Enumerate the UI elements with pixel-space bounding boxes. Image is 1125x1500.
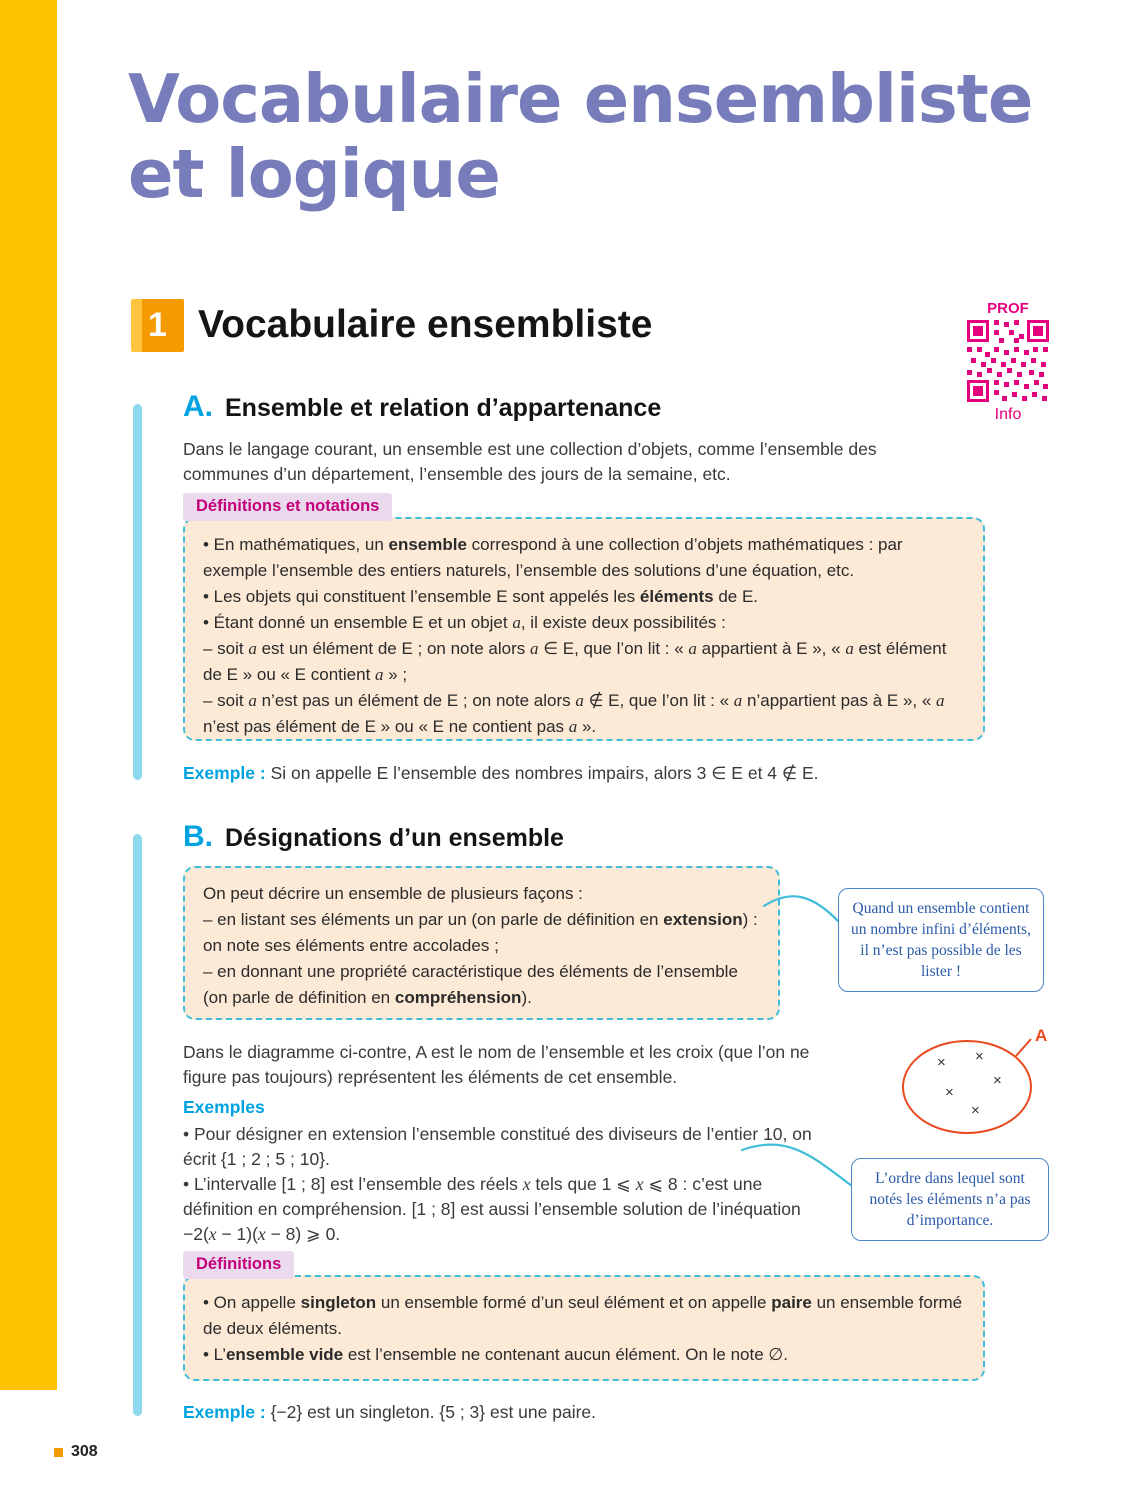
left-accent-bar [0, 0, 57, 1390]
page-title-line2: et logique [128, 135, 500, 214]
example-a-label: Exemple : [183, 763, 266, 783]
section-a-side-bar [133, 404, 142, 780]
definitions-box-c [183, 1275, 985, 1381]
note-bubble-infinite: Quand un ensemble contient un nombre infini d’éléments, il n’est pas possible de les lister ! [838, 888, 1044, 992]
note-bubble-order: L’ordre dans lequel sont notés les éléments n’a pas d’importance. [851, 1158, 1049, 1241]
page-footer [54, 1443, 98, 1461]
description-box-b [183, 866, 780, 1020]
chapter-number: 1 [148, 306, 167, 344]
example-item: • L’intervalle [1 ; 8] est l’ensemble des réels x tels que 1 ⩽ x ⩽ 8 : c’est une définition en compréhension. [1 ; 8] est aussi l’ensemble solution de l’inéquation −2(x − 1)(x − 8) ⩾ 0. [183, 1174, 801, 1244]
example-item: • Pour désigner en extension l’ensemble constitué des diviseurs de l’entier 10, on écrit {1 ; 2 ; 5 ; 10}. [183, 1124, 812, 1169]
page-title [128, 62, 1032, 212]
section-a-letter: A. [183, 390, 213, 423]
svg-text:×: × [975, 1048, 984, 1065]
example-a-text: Si on appelle E l’ensemble des nombres impairs, alors 3 ∈ E et 4 ∉ E. [270, 763, 819, 783]
definitions-box-a [183, 517, 985, 741]
definition-line: • L’ensemble vide est l’ensemble ne contenant aucun élément. On le note ∅. [203, 1345, 788, 1364]
definition-line: – soit a n’est pas un élément de E ; on note alors a ∉ E, que l’on lit : « a n’appartient pas à E », « a n’est pas élément de E » ou « E ne contient pas a ». [203, 691, 945, 736]
svg-text:×: × [993, 1072, 1002, 1089]
page-number: 308 [71, 1443, 98, 1460]
set-diagram [895, 1025, 1051, 1140]
section-b-letter: B. [183, 820, 213, 853]
chapter-number-badge [131, 299, 184, 352]
definition-line: • Étant donné un ensemble E et un objet a, il existe deux possibilités : [203, 613, 726, 632]
section-a-heading [183, 390, 661, 424]
section-b-title: Désignations d’un ensemble [225, 824, 564, 852]
example-a [183, 763, 819, 784]
footer-square-icon [54, 1448, 63, 1457]
section-b-heading [183, 820, 564, 854]
prof-label: PROF [987, 300, 1029, 317]
svg-text:×: × [971, 1102, 980, 1119]
section-b-side-bar [133, 834, 142, 1416]
examples-list [183, 1122, 828, 1247]
example-b-label: Exemple : [183, 1402, 266, 1422]
svg-text:×: × [945, 1084, 954, 1101]
section-a-intro: Dans le langage courant, un ensemble est une collection d’objets, comme l’ensemble des communes d’un département, l’ensemble des jours de la semaine, etc. [183, 439, 877, 484]
page-title-line1: Vocabulaire ensembliste [128, 60, 1033, 138]
svg-text:A: A [1035, 1026, 1048, 1045]
svg-text:×: × [937, 1054, 946, 1071]
example-b [183, 1402, 596, 1423]
definitions-badge: Définitions [183, 1251, 294, 1279]
example-b-text: {−2} est un singleton. {5 ; 3} est une paire. [270, 1402, 597, 1422]
chapter-title: Vocabulaire ensembliste [198, 303, 653, 346]
diagram-paragraph: Dans le diagramme ci-contre, A est le nom de l’ensemble et les croix (que l’on ne figure pas toujours) représentent les éléments de cet ensemble. [183, 1042, 810, 1087]
qr-code-icon [967, 320, 1049, 402]
definition-line: • En mathématiques, un ensemble correspond à une collection d’objets mathématiques : par exemple l’ensemble des entiers naturels, l’ensemble des solutions d’une équation, etc. [203, 535, 903, 580]
description-text: On peut décrire un ensemble de plusieurs façons : – en listant ses éléments un par un (on parle de définition en extension) : on note ses éléments entre accolades ; – en donnant une propriété caractéristique des éléments de l’ensemble (on parle de définition en compréhension). [203, 884, 758, 1007]
section-a-title: Ensemble et relation d’appartenance [225, 394, 662, 422]
definitions-notations-badge: Définitions et notations [183, 493, 392, 521]
definition-line: • Les objets qui constituent l’ensemble E sont appelés les éléments de E. [203, 587, 759, 606]
definition-line: • On appelle singleton un ensemble formé d’un seul élément et on appelle paire un ensemble formé de deux éléments. [203, 1293, 963, 1338]
definition-line: – soit a est un élément de E ; on note alors a ∈ E, que l’on lit : « a appartient à E », « a est élément de E » ou « E contient a » ; [203, 639, 947, 684]
examples-heading: Exemples [183, 1097, 265, 1117]
info-label: Info [994, 406, 1022, 423]
